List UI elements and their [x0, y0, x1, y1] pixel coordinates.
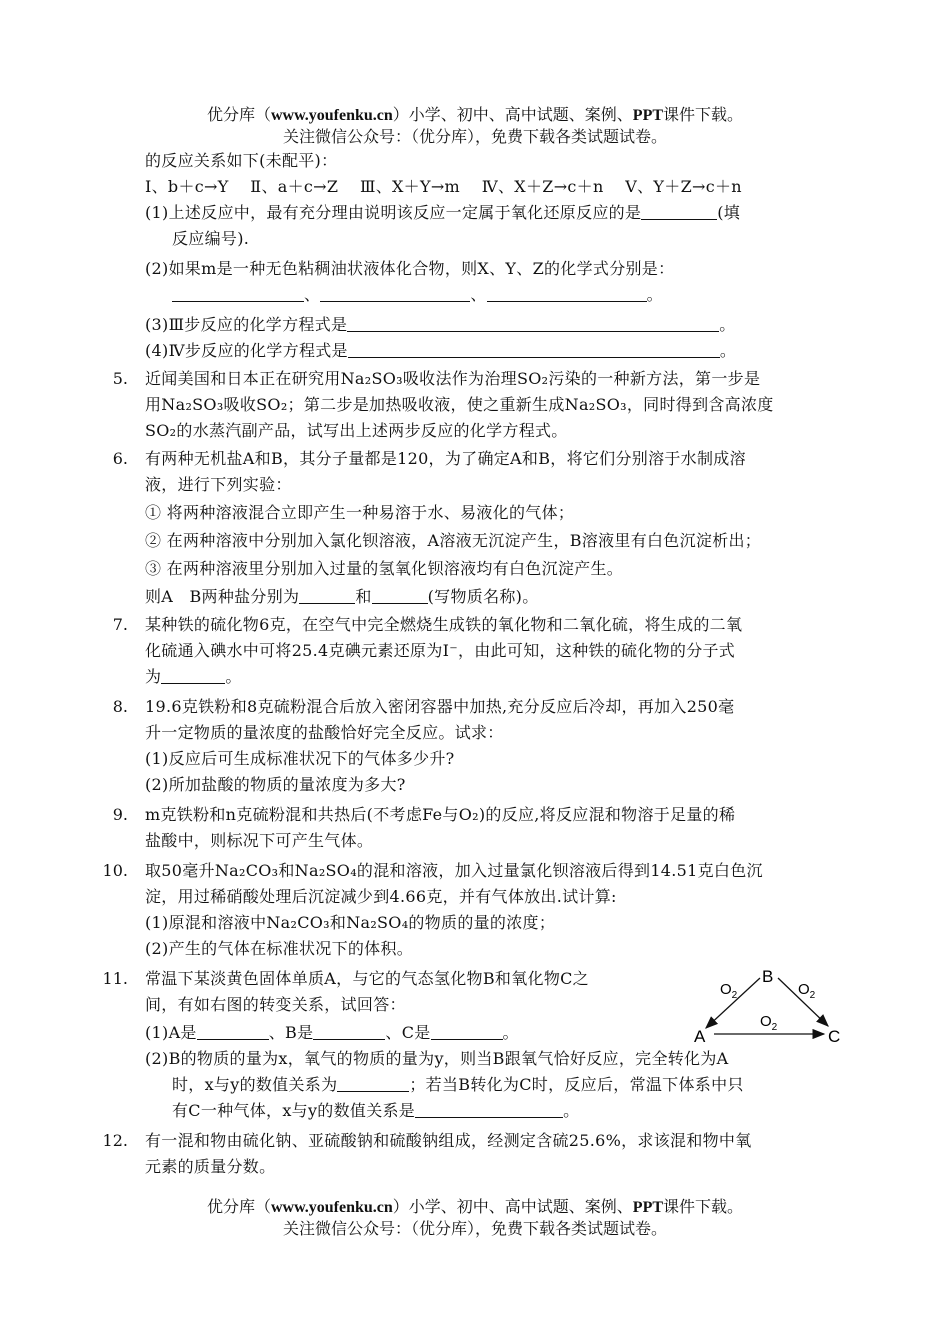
q7-line-3-text: 为 — [145, 667, 162, 686]
period: 。 — [225, 667, 242, 686]
q11-line-3 — [145, 1020, 519, 1046]
separator: 、 — [470, 285, 487, 304]
q6-line-6 — [145, 584, 539, 610]
answer-blank[interactable] — [415, 1099, 563, 1118]
q4-continuation: 的反应关系如下(未配平)： — [145, 151, 338, 170]
period: 。 — [563, 1101, 580, 1120]
q4-part4 — [145, 338, 736, 364]
q8-line-3: (1)反应后可生成标准状况下的气体多少升? — [145, 749, 455, 768]
o2-label-bottom: $O_2$ — [760, 1013, 778, 1033]
q5-line-1: 近闻美国和日本正在研究用Na₂SO₃吸收法作为治理SO₂污染的一种新方法，第一步是 — [145, 369, 761, 388]
q6-number: 6. — [112, 449, 128, 468]
o2-label-left: $O_2$ — [720, 981, 738, 1001]
q11-number: 11. — [102, 969, 128, 988]
q5-number: 5. — [112, 369, 128, 388]
answer-blank[interactable] — [197, 1021, 269, 1040]
q11-line-5-text: ；若当B转化为C时，反应后，常温下体系中只 — [409, 1075, 744, 1094]
header-text: ）小学、初中、高中试题、案例、 — [392, 105, 633, 124]
q9-line-2: 盐酸中，则标况下可产生气体。 — [145, 831, 374, 850]
period: 。 — [502, 1023, 519, 1042]
answer-blank[interactable] — [347, 313, 719, 332]
q8-line-2: 升一定物质的量浓度的盐酸恰好完全反应。试求： — [145, 723, 504, 742]
q10-line-3: (1)原混和溶液中Na₂CO₃和Na₂SO₄的物质的量的浓度； — [145, 913, 556, 932]
q11-line-3-text: 、C是 — [385, 1023, 431, 1042]
q7-number: 7. — [112, 615, 128, 634]
answer-blank[interactable] — [337, 1073, 409, 1092]
arrow-b-to-a — [706, 978, 760, 1028]
footer-text: 优分库（ — [206, 1197, 271, 1216]
footer-line-2: 关注微信公众号：（优分库），免费下载各类试题试卷。 — [282, 1219, 667, 1238]
q6-line-4: ② 在两种溶液中分别加入氯化钡溶液，A溶液无沉淀产生，B溶液里有白色沉淀析出； — [145, 531, 762, 550]
footer-text: ）小学、初中、高中试题、案例、 — [392, 1197, 633, 1216]
separator: 、 — [304, 285, 321, 304]
header-text: 课件下载。 — [663, 105, 744, 124]
q7-line-2: 化硫通入碘水中可将25.4克碘元素还原为I⁻，由此可知，这种铁的硫化物的分子式 — [145, 641, 736, 660]
q6-line-2: 液，进行下列实验： — [145, 475, 292, 494]
q8-line-1: 19.6克铁粉和8克硫粉混合后放入密闭容器中加热,充分反应后冷却，再加入250毫 — [145, 697, 735, 716]
q11-line-1: 常温下某淡黄色固体单质A，与它的气态氢化物B和氧化物C之 — [145, 969, 589, 988]
q11-line-5-text: 时，x与y的数值关系为 — [172, 1075, 338, 1094]
answer-blank[interactable] — [161, 665, 225, 684]
header-ppt: PPT — [632, 107, 664, 124]
answer-blank[interactable] — [320, 283, 470, 302]
q10-number: 10. — [102, 861, 128, 880]
q6-line-6-text: 则A B两种盐分别为 — [145, 587, 300, 606]
q4-part1 — [145, 200, 740, 226]
q9-line-1: m克铁粉和n克硫粉混和共热后(不考虑Fe与O₂)的反应,将反应混和物溶于足量的稀 — [145, 805, 736, 824]
q4-part1-text: (填 — [717, 203, 741, 222]
q6-line-3: ① 将两种溶液混合立即产生一种易溶于水、易液化的气体； — [145, 503, 575, 522]
footer-url: www.youfenku.cn — [270, 1199, 393, 1216]
footer-text: 课件下载。 — [663, 1197, 744, 1216]
q11-line-3-text: 、B是 — [268, 1023, 314, 1042]
answer-blank[interactable] — [641, 201, 717, 220]
q11-line-6-text: 有C一种气体，x与y的数值关系是 — [172, 1101, 416, 1120]
q10-line-1: 取50毫升Na₂CO₃和Na₂SO₄的混和溶液，加入过量氯化钡溶液后得到14.51克白色沉 — [145, 861, 763, 880]
q4-part2: (2)如果m是一种无色粘稠油状液体化合物，则X、Y、Z的化学式分别是： — [145, 259, 675, 278]
q8-line-4: (2)所加盐酸的物质的量浓度为多大? — [145, 775, 406, 794]
header-line-1 — [0, 104, 950, 127]
q9-number: 9. — [112, 805, 128, 824]
q4-part3 — [145, 312, 736, 338]
q8-number: 8. — [112, 697, 128, 716]
q4-part2-blanks — [172, 282, 663, 308]
q6-line-1: 有两种无机盐A和B，其分子量都是120，为了确定A和B，将它们分别溶于水制成溶 — [145, 449, 746, 468]
period: 。 — [719, 341, 737, 360]
period: 。 — [646, 285, 663, 304]
q4-part1-cont: 反应编号). — [172, 229, 250, 248]
q6-line-5: ③ 在两种溶液里分别加入过量的氢氧化钡溶液均有白色沉淀产生。 — [145, 559, 624, 578]
q6-line-6-text: (写物质名称)。 — [427, 587, 539, 606]
reaction-diagram — [690, 960, 850, 1048]
q12-number: 12. — [102, 1131, 128, 1150]
answer-blank[interactable] — [299, 585, 355, 604]
answer-blank[interactable] — [313, 1021, 385, 1040]
q12-line-2: 元素的质量分数。 — [145, 1157, 276, 1176]
answer-blank[interactable] — [431, 1021, 503, 1040]
header-text: 优分库（ — [206, 105, 271, 124]
q7-line-1: 某种铁的硫化物6克，在空气中完全燃烧生成铁的氧化物和二氧化硫，将生成的二氧 — [145, 615, 743, 634]
header-url: www.youfenku.cn — [270, 107, 393, 124]
q10-line-2: 淀，用过稀硝酸处理后沉淀减少到4.66克，并有气体放出.试计算: — [145, 887, 617, 906]
node-c: C — [828, 1027, 841, 1046]
q11-line-4: (2)B的物质的量为x，氧气的物质的量为y，则当B跟氧气恰好反应，完全转化为A — [145, 1049, 729, 1068]
q11-line-2: 间，有如右图的转变关系，试回答： — [145, 995, 406, 1014]
footer-line-1 — [0, 1196, 950, 1219]
node-b: B — [762, 967, 774, 986]
node-a: A — [694, 1027, 706, 1046]
answer-blank[interactable] — [487, 283, 647, 302]
answer-blank[interactable] — [172, 283, 304, 302]
header-line-2: 关注微信公众号：（优分库），免费下载各类试题试卷。 — [282, 127, 667, 146]
q11-line-5 — [172, 1072, 744, 1098]
footer-ppt: PPT — [632, 1199, 664, 1216]
q4-part3-text: (3)Ⅲ步反应的化学方程式是 — [145, 315, 348, 334]
q12-line-1: 有一混和物由硫化钠、亚硫酸钠和硫酸钠组成，经测定含硫25.6%，求该混和物中氧 — [145, 1131, 752, 1150]
q5-line-3: SO₂的水蒸汽副产品，试写出上述两步反应的化学方程式。 — [145, 421, 568, 440]
q10-line-4: (2)产生的气体在标准状况下的体积。 — [145, 939, 414, 958]
answer-blank[interactable] — [348, 339, 720, 358]
q4-part4-text: (4)Ⅳ步反应的化学方程式是 — [145, 341, 348, 360]
q4-part1-text: (1)上述反应中，最有充分理由说明该反应一定属于氧化还原反应的是 — [145, 203, 642, 222]
q6-line-6-text: 和 — [355, 587, 372, 606]
q7-line-3 — [145, 664, 242, 690]
period: 。 — [719, 315, 736, 334]
o2-label-right: $O_2$ — [798, 981, 816, 1001]
q4-reactions: Ⅰ、b＋c→Y Ⅱ、a＋c→Z Ⅲ、X＋Y→m Ⅳ、X＋Z→c＋n Ⅴ、Y＋Z→c＋n — [145, 177, 742, 196]
q11-line-6 — [172, 1098, 579, 1124]
q11-line-3-text: (1)A是 — [145, 1023, 197, 1042]
q5-line-2: 用Na₂SO₃吸收SO₂；第二步是加热吸收液，使之重新生成Na₂SO₃，同时得到含高浓度 — [145, 395, 774, 414]
answer-blank[interactable] — [372, 585, 428, 604]
